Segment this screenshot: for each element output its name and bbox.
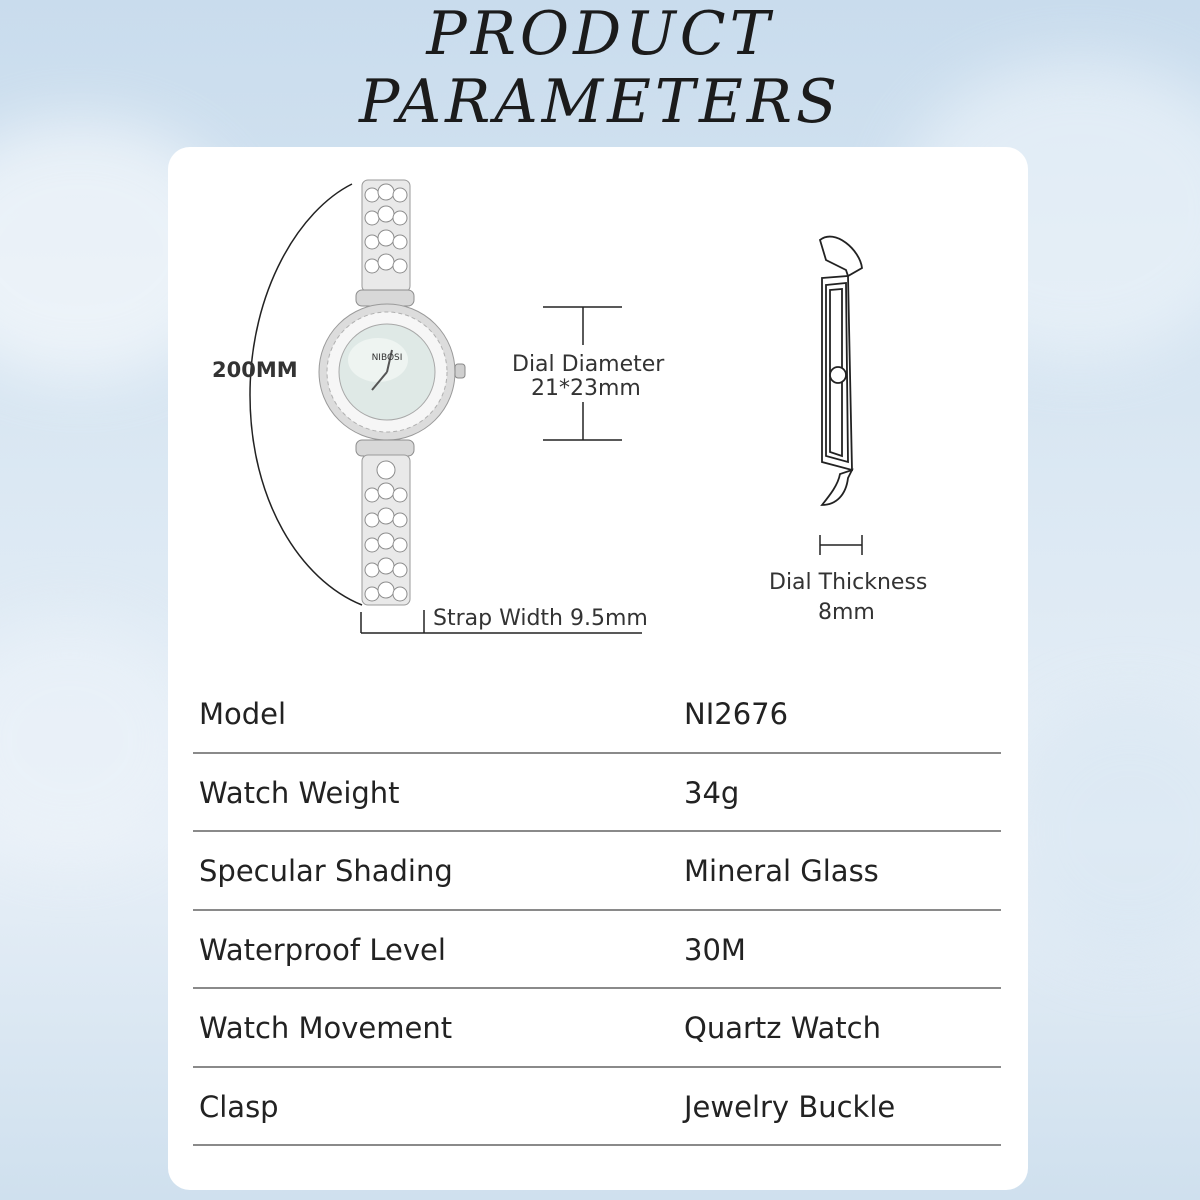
table-row — [193, 989, 1001, 1068]
spec-value: 30M — [684, 932, 746, 967]
watch-head — [319, 304, 465, 440]
spec-value: Quartz Watch — [684, 1011, 881, 1045]
dial-diameter-label: Dial Diameter — [512, 352, 665, 377]
brand-mark: NIBOSI — [371, 353, 403, 363]
thickness-value: 8mm — [818, 600, 875, 625]
table-row — [193, 675, 1001, 754]
watch-side-view — [820, 237, 862, 505]
spec-value: Jewelry Buckle — [684, 1089, 896, 1124]
spec-key: Specular Shading — [199, 854, 453, 888]
spec-key: Watch Movement — [199, 1011, 453, 1045]
bracelet-top — [356, 180, 414, 306]
table-row — [193, 1068, 1001, 1147]
spec-key: Waterproof Level — [199, 932, 446, 967]
bracelet-bottom — [356, 440, 414, 605]
table-row — [193, 911, 1001, 990]
dial-diameter-value: 21*23mm — [531, 376, 641, 401]
spec-key: Watch Weight — [199, 775, 400, 810]
thickness-marker — [820, 535, 862, 555]
thickness-label: Dial Thickness — [769, 570, 928, 595]
strap-width-label: Strap Width 9.5mm — [433, 606, 648, 631]
spec-key: Model — [199, 697, 287, 731]
spec-key: Clasp — [199, 1089, 279, 1124]
length-label: 200MM — [212, 358, 298, 382]
spec-value: 34g — [684, 775, 740, 810]
spec-value: NI2676 — [684, 697, 789, 731]
page-title-line1: PRODUCT — [426, 0, 774, 69]
table-row — [193, 832, 1001, 911]
spec-value: Mineral Glass — [684, 854, 879, 888]
background-cloud — [1000, 700, 1200, 960]
spec-table — [193, 675, 1001, 1146]
page-title-line2: PARAMETERS — [358, 67, 842, 137]
table-row — [193, 754, 1001, 833]
